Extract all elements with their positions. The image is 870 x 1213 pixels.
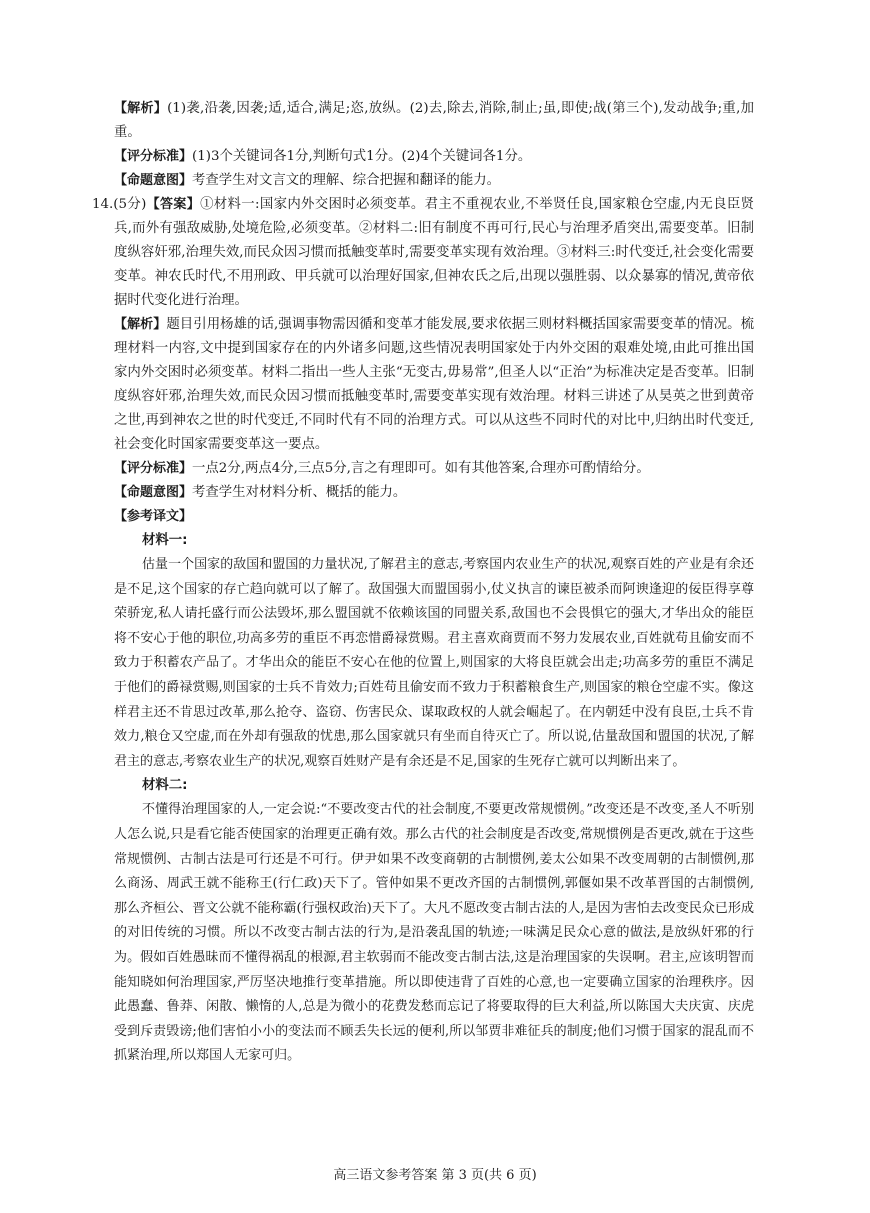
question-14-prefix: 14.(5分) — [92, 197, 147, 212]
criteria-text: (1)3个关键词各1分,判断句式1分。(2)4个关键词各1分。 — [192, 149, 532, 164]
analysis-label: 【解析】 — [114, 317, 167, 332]
intent-text: 考查学生对材料分析、概括的能力。 — [192, 485, 407, 500]
material-1-text: 估量一个国家的敌国和盟国的力量状况,了解君主的意志,考察国内农业生产的状况,观察百姓的产业是有余还是不足,这个国家的存亡趋向就可以了解了。敌国强大而盟国弱小,仗义执言的谏臣被杀而阿谀逢迎的佞臣得享尊荣骄宠,私人请托盛行而公法毁坏,那么盟国就不依赖该国的同盟关系,敌国也不会畏惧它的强大,才华出众的能臣将不安心于他的职位,功高多劳的重臣不再恋惜爵禄赏赐。君主喜欢商贾而不努力发展农业,百姓就苟且偷安而不致力于积蓄农产品了。才华出众的能臣不安心在他的位置上,则国家的大将良臣就会出走;功高多劳的重臣不满足于他们的爵禄赏赐,则国家的士兵不肯效力;百姓苟且偷安而不致力于积蓄粮食生产,则国家的粮仓空虚不实。像这样君主还不肯思过改革,那么抢夺、盗窃、伤害民众、谋取政权的人就会崛起了。在内朝廷中没有良臣,士兵不肯效力,粮仓又空虚,而在外却有强敌的忧患,那么国家就只有坐而自待灭亡了。所以说,估量敌国和盟国的状况,了解君主的意志,考察农业生产的状况,观察百姓财产是有余还是不足,国家的生死存亡就可以判断出来了。 — [114, 557, 754, 769]
criteria-label: 【评分标准】 — [114, 149, 193, 164]
intent-13 — [114, 169, 754, 193]
intent-label: 【命题意图】 — [114, 485, 193, 500]
analysis-text: 题目引用杨雄的话,强调事物需因循和变革才能发展,要求依据三则材料概括国家需要变革的情况。梳理材料一内容,文中提到国家存在的内外诸多问题,这些情况表明国家处于内外交困的艰难处境,由此可推出国家内外交困时必须变革。材料二指出一些人主张“无变古,毋易常”,但圣人以“正治”为标准决定是否变革。旧制度纵容奸邪,治理失效,而民众因习惯而抵触变革时,需要变革实现有效治理。材料三讲述了从昊英之世到黄帝之世,再到神农之世的时代变迁,不同时代有不同的治理方式。可以从这些不同时代的对比中,归纳出时代变迁,社会变化时国家需要变革这一要点。 — [114, 317, 754, 452]
reference-translation-heading — [114, 505, 754, 529]
intent-text: 考查学生对文言文的理解、综合把握和翻译的能力。 — [192, 173, 500, 188]
material-2-heading: 材料二: — [142, 778, 188, 794]
page-content — [92, 97, 754, 1069]
intent-label: 【命题意图】 — [114, 173, 193, 188]
material-1-heading: 材料一: — [142, 533, 188, 548]
criteria-14 — [114, 457, 754, 481]
intent-14 — [114, 481, 754, 505]
criteria-label: 【评分标准】 — [114, 461, 193, 476]
page-footer: 高三语文参考答案 第 3 页(共 6 页) — [333, 1168, 537, 1183]
analysis-label: 【解析】 — [114, 101, 168, 116]
answer-text: ①材料一:国家内外交困时必须变革。君主不重视农业,不举贤任良,国家粮仓空虚,内无良臣贤兵,而外有强敌威胁,处境危险,必须变革。②材料二:旧有制度不再可行,民心与治理矛盾突出,需要变革。旧制度纵容奸邪,治理失效,而民众因习惯而抵触变革时,需要变革实现有效治理。③材料三:时代变迁,社会变化需要变革。神农氏时代,不用刑政、甲兵就可以治理好国家,但神农氏之后,出现以强胜弱、以众暴寡的情况,黄帝依据时代变化进行治理。 — [114, 197, 754, 308]
criteria-13 — [114, 145, 754, 169]
analysis-text: (1)袭,沿袭,因袭;适,适合,满足;恣,放纵。(2)去,除去,消除,制止;虽,即使;战(第三个),发动战争;重,加重。 — [114, 101, 754, 140]
material-2-text: 不懂得治理国家的人,一定会说:“不要改变古代的社会制度,不要更改常规惯例。”改变还是不改变,圣人不听别人怎么说,只是看它能否使国家的治理更正确有效。那么古代的社会制度是否改变,常规惯例是否更改,就在于这些常规惯例、古制古法是可行还是不可行。伊尹如果不改变商朝的古制惯例,姜太公如果不改变周朝的古制惯例,那么商汤、周武王就不能称王(行仁政)天下了。管仲如果不更改齐国的古制惯例,郭偃如果不改革晋国的古制惯例,那么齐桓公、晋文公就不能称霸(行强权政治)天下了。大凡不愿改变古制古法的人,是因为害怕去改变民众已形成的对旧传统的习惯。所以不改变古制古法的行为,是沿袭乱国的轨迹;一味满足民众心意的做法,是放纵奸邪的行为。假如百姓愚昧而不懂得祸乱的根源,君主软弱而不能改变古制古法,这是治理国家的失误啊。君主,应该明智而能知晓如何治理国家,严厉坚决地推行变革措施。所以即使违背了百姓的心意,也一定要确立国家的治理秩序。因此愚蠢、鲁莽、闲散、懒惰的人,总是为微小的花费发愁而忘记了将要取得的巨大利益,所以陈国大夫庆寅、庆虎受到斥责毁谤;他们害怕小小的变法而不顾丢失长远的便利,所以邹贾非难征兵的制度;他们习惯于国家的混乱而不抓紧治理,所以郑国人无家可归。 — [114, 802, 754, 1064]
criteria-text: 一点2分,两点4分,三点5分,言之有理即可。如有其他答案,合理亦可酌情给分。 — [192, 461, 650, 476]
analysis-14 — [114, 313, 754, 457]
question-14-answer — [92, 193, 754, 313]
analysis-13 — [114, 97, 754, 145]
reference-label: 【参考译文】 — [114, 509, 193, 524]
answer-label: 【答案】 — [146, 197, 201, 212]
